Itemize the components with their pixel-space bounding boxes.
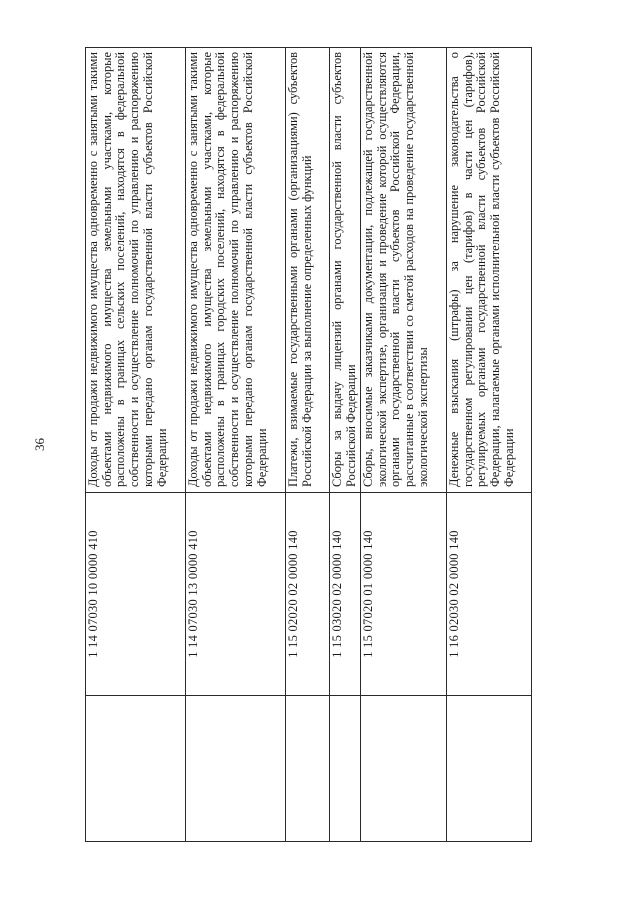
revenue-code: 1 15 02020 02 0000 140	[286, 493, 330, 696]
revenue-description: Доходы от продажи недвижимого имущества одновременно с занятыми такими объектами недвижимого имущества земельными участками, которые расположены в границах городских поселений, находятся в федеральной собственности и осуществление полномочий по управлению и распоряжению которыми передано органам государственной власти субъектов Российской Федерации	[186, 48, 286, 493]
revenue-code: 1 15 03020 02 0000 140	[330, 493, 361, 696]
table-row	[286, 48, 330, 842]
table-row	[330, 48, 361, 842]
page-number: 36	[32, 438, 47, 451]
revenue-code: 1 14 07030 10 0000 410	[86, 493, 186, 696]
empty-cell	[186, 696, 286, 842]
empty-cell	[330, 696, 361, 842]
table-row	[86, 48, 186, 842]
revenue-code: 1 14 07030 13 0000 410	[186, 493, 286, 696]
revenue-code: 1 16 02030 02 0000 140	[447, 493, 532, 696]
revenue-codes-table	[85, 47, 532, 842]
revenue-description: Платежи, взимаемые государственными органами (организациями) субъектов Российской Федерации за выполнение определенных функций	[286, 48, 330, 493]
empty-cell	[361, 696, 447, 842]
empty-cell	[86, 696, 186, 842]
rotated-content	[32, 47, 575, 842]
revenue-description: Доходы от продажи недвижимого имущества одновременно с занятыми такими объектами недвижимого имущества земельными участками, которые расположены в границах сельских поселений, находятся в федеральной собственности и осуществление полномочий по управлению и распоряжению которыми передано органам государственной власти субъектов Российской Федерации	[86, 48, 186, 493]
empty-cell	[447, 696, 532, 842]
empty-cell	[286, 696, 330, 842]
table-row	[361, 48, 447, 842]
revenue-description: Сборы, вносимые заказчиками документации, подлежащей государственной экологической экспертизе, организация и проведение которой осуществляются органами государственной власти субъектов Российской Федерации, рассчитанные в соответствии со сметой расходов на проведение государственной экологической экспертизы	[361, 48, 447, 493]
revenue-description: Сборы за выдачу лицензий органами государственной власти субъектов Российской Федерации	[330, 48, 361, 493]
table-row	[186, 48, 286, 842]
table-row	[447, 48, 532, 842]
revenue-code: 1 15 07020 01 0000 140	[361, 493, 447, 696]
revenue-description: Денежные взыскания (штрафы) за нарушение законодательства о государственном регулировании цен (тарифов) в части цен (тарифов), регулируемых органами государственной власти субъектов Российской Федерации, налагаемые органами исполнительной власти субъектов Российской Федерации	[447, 48, 532, 493]
